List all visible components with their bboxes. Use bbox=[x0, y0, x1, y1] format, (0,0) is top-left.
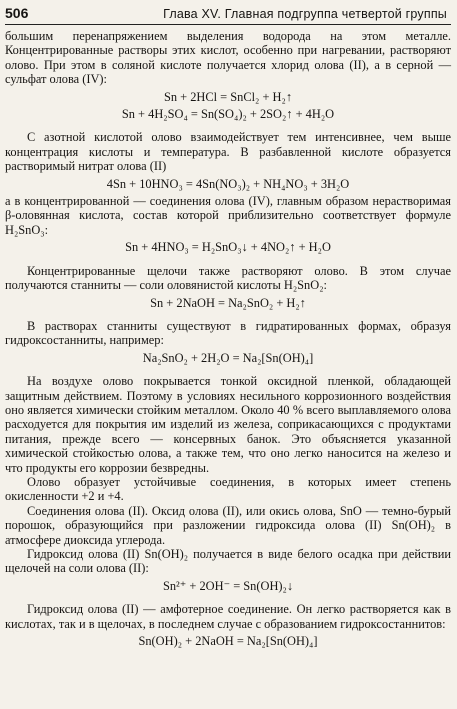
running-header bbox=[5, 5, 451, 25]
equation: Sn + 4H₂SO₄ = Sn(SO₄)₂ + 2SO₂↑ + 4H₂O bbox=[121, 107, 335, 122]
paragraph: Соединения олова (II). Оксид олова (II), или окись олова, SnO — темно-бурый порошок, образующийся при разложении гидроксида олова (II) Sn(OH)₂ в атмосфере диоксида углерода. bbox=[5, 503, 451, 547]
equation: Sn(OH)₂ + 2NaOH = Na₂[Sn(OH)₄] bbox=[138, 634, 318, 649]
paragraph: В растворах станниты существуют в гидратированных формах, образуя гидроксостанниты, например: bbox=[5, 318, 451, 348]
page-number: 506 bbox=[5, 5, 29, 21]
equation: Sn + 2HCl = SnCl₂ + H₂↑ bbox=[163, 89, 293, 104]
paragraph: На воздухе олово покрывается тонкой оксидной пленкой, обладающей защитным действием. Поэтому в условиях несильного коррозионного воздействия оно является химически стойким металлом. Около 40 % всего выплавляемого олова расходуется для покрытия им изделий из железа, соприкасающихся с продуктами питания, прежде всего — консервных банок. Это объясняется указанной химической стойкостью олова, а также тем, что оно легко наносится на железо и что продукты его коррозии безвредны. bbox=[5, 374, 451, 475]
equation: Na₂SnO₂ + 2H₂O = Na₂[Sn(OH)₄] bbox=[142, 350, 314, 365]
paragraph: большим перенапряжением выделения водорода на этом металле. Концентрированные растворы этих кислот, особенно при нагревании, растворяют олово. При этом в соляной кислоте получается хлорид олова (II), а в серной — сульфат олова (IV): bbox=[5, 29, 451, 87]
equation: 4Sn + 10HNO₃ = 4Sn(NO₃)₂ + NH₄NO₃ + 3H₂O bbox=[106, 176, 350, 191]
paragraph: С азотной кислотой олово взаимодействует тем интенсивнее, чем выше концентрация кислоты и температура. В разбавленной кислоте образуется растворимый нитрат олова (II) bbox=[5, 130, 451, 174]
equation: Sn + 4HNO₃ = H₂SnO₃↓ + 4NO₂↑ + H₂O bbox=[125, 240, 331, 255]
paragraph: Олово образует устойчивые соединения, в которых имеет степень окисленности +2 и +4. bbox=[5, 474, 451, 504]
paragraph: Гидроксид олова (II) Sn(OH)₂ получается в виде белого осадка при действии щелочей на соли олова (II): bbox=[5, 547, 451, 576]
paragraph: а в концентрированной — соединения олова (IV), главным образом нерастворимая β-оловянная кислота, состав которой приблизительно соответствует формуле H₂SnO₃: bbox=[5, 194, 451, 237]
chapter-title: Глава XV. Главная подгруппа четвертой группы bbox=[163, 7, 447, 21]
page-body bbox=[5, 29, 451, 648]
paragraph: Гидроксид олова (II) — амфотерное соединение. Он легко растворяется как в кислотах, так и в щелочах, в последнем случае с образованием гидроксостаннитов: bbox=[5, 602, 451, 631]
equation: Sn + 2NaOH = Na₂SnO₂ + H₂↑ bbox=[150, 295, 306, 310]
paragraph: Концентрированные щелочи также растворяют олово. В этом случае получаются станниты — соли оловянистой кислоты H₂SnO₂: bbox=[5, 263, 451, 293]
equation: Sn²⁺ + 2OH⁻ = Sn(OH)₂↓ bbox=[162, 578, 294, 593]
